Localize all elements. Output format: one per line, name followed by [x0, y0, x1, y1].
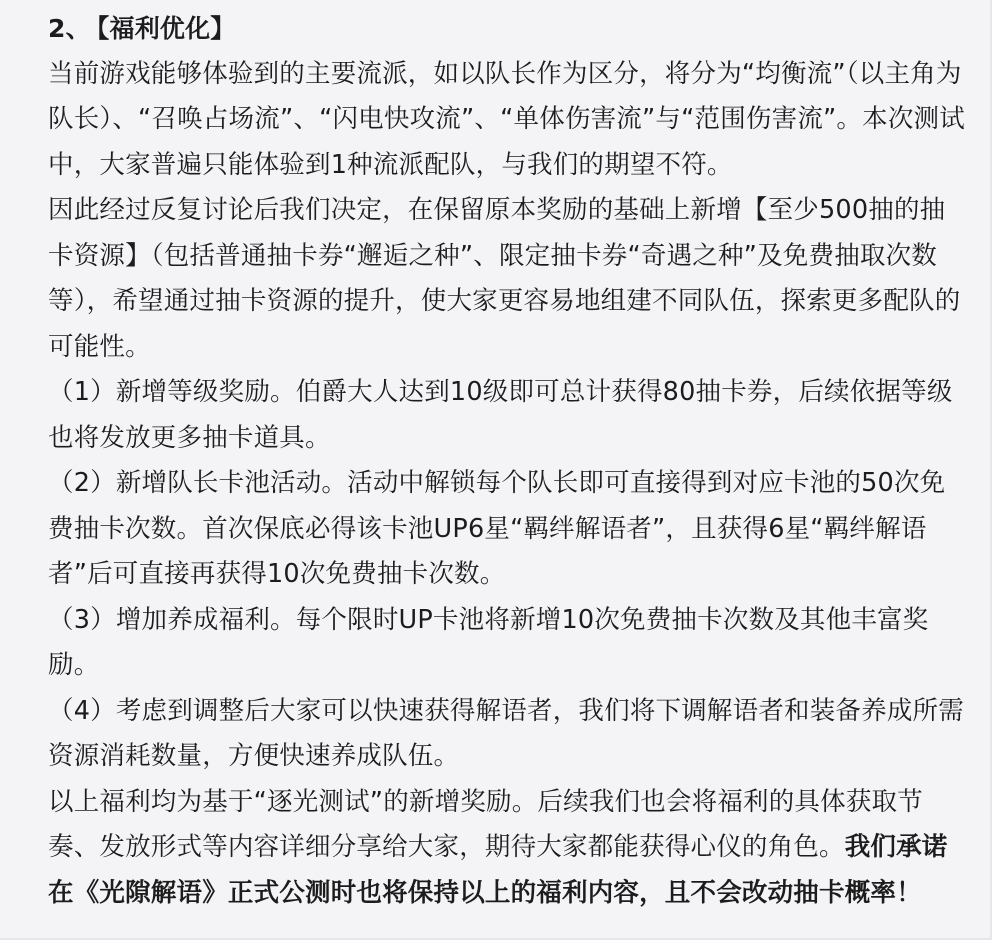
promise-text: 我们承诺在《光隙解语》正式公测时也将保持以上的福利内容，且不会改动抽卡概率！ — [48, 832, 948, 908]
list-item-resource-adjust: （4）考虑到调整后大家可以快速获得解语者，我们将下调解语者和装备养成所需资源消耗数量，方便快速养成队伍。 — [48, 695, 964, 771]
list-item-captain-pool: （2）新增队长卡池活动。活动中解锁每个队长即可直接得到对应卡池的50次免费抽卡次数。首次保底必得该卡池UP6星“羁绊解语者”，且获得6星“羁绊解语者”后可直接再获得10次免费抽卡次数。 — [48, 468, 946, 589]
list-item-level-reward: （1）新增等级奖励。伯爵大人达到10级即可总计获得80抽卡券，后续依据等级也将发放更多抽卡道具。 — [48, 377, 953, 453]
paragraph-intro: 当前游戏能够体验到的主要流派，如以队长作为区分，将分为“均衡流”（以主角为队长）、“召唤占场流”、“闪电快攻流”、“单体伤害流”与“范围伤害流”。本次测试中，大家普遍只能体验到1种流派配队，与我们的期望不符。 — [48, 58, 965, 180]
paragraph-closing — [48, 780, 968, 917]
list-item-growth-welfare: （3）增加养成福利。每个限时UP卡池将新增10次免费抽卡次数及其他丰富奖励。 — [48, 604, 929, 680]
article-body — [48, 6, 968, 916]
section-heading — [48, 6, 968, 52]
section-number: 2、 — [48, 14, 91, 43]
closing-text: 以上福利均为基于“逐光测试”的新增奖励。后续我们也会将福利的具体获取节奏、发放形式等内容详细分享给大家，期待大家都能获得心仪的角色。 — [48, 786, 923, 862]
paragraph-decision: 因此经过反复讨论后我们决定，在保留原本奖励的基础上新增【至少500抽的抽卡资源】（包括普通抽卡券“邂逅之种”、限定抽卡券“奇遇之种”及免费抽取次数等），希望通过抽卡资源的提升，使大家更容易地组建不同队伍，探索更多配队的可能性。 — [48, 195, 961, 362]
section-title: 【福利优化】 — [96, 14, 236, 43]
